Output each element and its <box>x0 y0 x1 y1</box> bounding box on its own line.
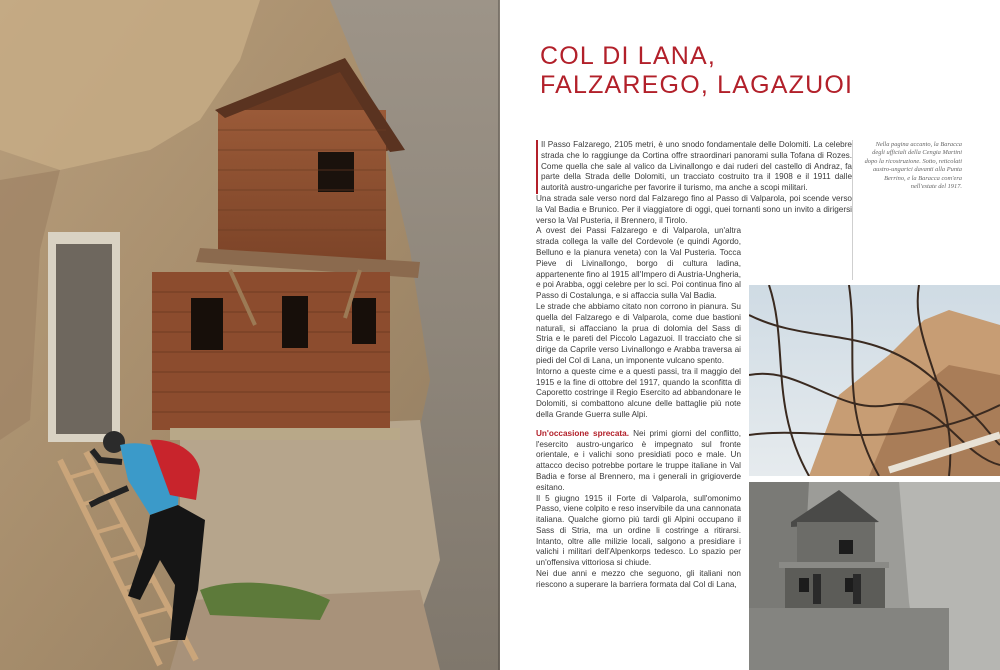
photo-baracca-1917-illustration <box>749 482 1000 670</box>
paragraph-4: Le strade che abbiamo citato non corrono in pianura. Su quella del Falzarego e di Valparola, come due bastioni naturali, si affacciano la prua di dolomia del Sass di Stria e le pareti del Piccolo Lagazuoi. Il tracciato che si dirige da Caprile verso Livinallongo e Arabba traversa ai piedi del Col di Lana, un imponente vulcano spento. <box>536 301 741 365</box>
photo-barbed-wire-illustration <box>749 285 1000 476</box>
photo-caption: Nella pagina accanto, la Baracca degli ufficiali della Cengia Martini dopo la ricostruzione. Sotto, reticolati austro-ungarici davanti alla Punta Berrino, e la Baracca com'era nell'estate del 1917. <box>864 141 962 191</box>
title-line-2: FALZAREGO, LAGAZUOI <box>540 71 854 99</box>
paragraph-5: Intorno a queste cime e a questi passi, tra il maggio del 1915 e la fine di ottobre del 1917, quando la sconfitta di Caporetto costringe il Regio Esercito ad abbandonare le Dolomiti, si combattono alcune delle battaglie più note della Grande Guerra sulle Alpi. <box>536 366 741 419</box>
paragraph-6-text: Nei primi giorni del conflitto, l'esercito austro-ungarico è impegnato sul fronte orientale, e i valichi sono presidiati poco e male. Un attacco deciso potrebbe portare le truppe italiane in Val Badia e forse al Brennero, ma i generali in grigioverde esitano. <box>536 428 742 492</box>
right-page <box>500 0 1000 670</box>
photo-baracca-1917 <box>749 482 1000 670</box>
paragraph-2: Una strada sale verso nord dal Falzarego fino al Passo di Valparola, poi scende verso la Val Badia e Brunico. Per il viaggiatore di oggi, quei tornanti sono un invito a dirigersi verso la Val Pusteria, il Brennero, il Tirolo. <box>536 193 852 225</box>
paragraph-8: Nei due anni e mezzo che seguono, gli italiani non riescono a superare la barriera formata dal Col di Lana, <box>536 569 741 589</box>
section-lead: Un'occasione sprecata. <box>536 428 629 438</box>
paragraph-1: Il Passo Falzarego, 2105 metri, è uno snodo fondamentale delle Dolomiti. La celebre strada che lo raggiunge da Cortina offre straordinari panorami sulla Tofana di Rozes. Come quella che sale al valico da Livinallongo e dai ruderi del castello di Andraz, fa parte della Strada delle Dolomiti, un tracciato costruito tra il 1908 e il 1911 dalle autorità austro-ungariche per favorire il turismo, ma anche a scopi militari. <box>536 140 852 194</box>
caption-divider <box>852 140 853 280</box>
page-title <box>540 42 870 100</box>
paragraph-7: Il 5 giugno 1915 il Forte di Valparola, sull'omonimo Passo, viene colpito e reso inservibile da una cannonata italiana. Qualche giorno più tardi gli Alpini occupano il Sass di Stria, ma un ordine li costringe a ritirarsi. Intanto, oltre alle milizie locali, salgono a presidiare i valichi i militari dell'Alpenkorps tedesco. Lo spazio per un'offensiva vittoriosa si chiude. <box>536 493 741 568</box>
photo-barbed-wire <box>749 285 1000 476</box>
paragraph-3: A ovest dei Passi Falzarego e di Valparola, un'altra strada collega la valle del Cordevole (e quindi Agordo, Belluno e la pianura veneta) con la Val Pusteria. Tocca Pieve di Livinallongo, borgo di cultura ladina, appartenente fino al 1915 all'Impero di Austria-Ungheria, e poi Arabba, oggi celebre per lo sci. Poi continua fino al Passo di Costalunga, e si affaccia sulla Val Badia. <box>536 226 741 301</box>
paragraph-6 <box>536 429 741 494</box>
title-line-1: COL DI LANA, <box>540 42 717 70</box>
